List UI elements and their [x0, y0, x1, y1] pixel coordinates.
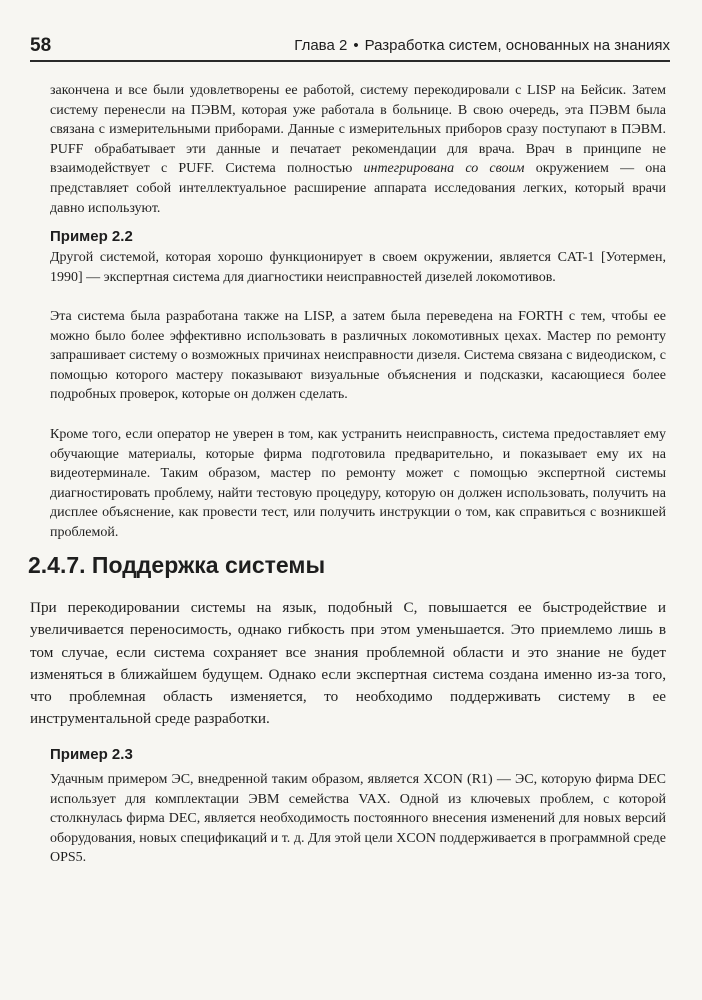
chapter-title: Разработка систем, основанных на знаниях	[364, 37, 670, 54]
italic-phrase: интегрирована со своим	[363, 161, 525, 177]
running-header	[30, 34, 670, 62]
bullet-separator: •	[353, 37, 359, 54]
paragraph-system-support: При перекодировании системы на язык, подобный С, повышается ее быстродействие и увеличивается переносимость, однако гибкость при этом уменьшается. Это приемлемо лишь в том случае, если система сохраняет все знания проблемной области и это знание не будет изменяться в ближайшем будущем. Однако если экспертная система создана именно из-за того, что проблемная область изменяется, то необходимо поддерживать систему в ее инструментальной среде разработки.	[30, 599, 666, 728]
paragraph-xcon-example: Удачным примером ЭС, внедренной таким образом, является XCON (R1) — ЭС, которую фирма DEC использует для комплектации ЭВМ семейства VAX. Одной из ключевых проблем, с которой столкнулась фирма DEC, является необходимость постоянного внесения изменений для новых версий оборудования, новых спецификаций и т. д. Для этой цели XCON поддерживается в программной среде OPS5.	[50, 772, 666, 866]
example-2-3-heading: Пример 2.3	[50, 746, 133, 763]
paragraph-cat1-development: Эта система была разработана также на LISP, а затем была переведена на FORTH с тем, чтобы ее можно было более эффективно использовать в различных локомотивных цехах. Мастер по ремонту запрашивает систему о возможных причинах неисправности дизеля. Система связана с видеодиском, с помощью которого мастеру показывают визуальные объяснения и подсказки, касающиеся более подробных проверок, которые он должен сделать.	[50, 309, 666, 403]
paragraph-text: окружением — она представляет собой интеллектуальное расширение аппарата исследования легких, который врачи давно используют.	[50, 161, 666, 216]
section-heading-2-4-7: 2.4.7. Поддержка системы	[28, 552, 326, 578]
chapter-running-title	[294, 36, 670, 56]
paragraph-cat1-intro: Другой системой, которая хорошо функционирует в своем окружении, является CAT-1 [Уотермен, 1990] — экспертная система для диагностики неисправностей дизелей локомотивов.	[50, 250, 666, 285]
paragraph-puff-continued	[50, 81, 666, 218]
paragraph-cat1-training: Кроме того, если оператор не уверен в том, как устранить неисправность, система предоставляет ему обучающие материалы, которые фирма подготовила предварительно, и показывает ему их на видеотерминале. Таким образом, мастер по ремонту может с помощью экспертной системы диагностировать проблему, найти тестовую процедуру, которую он должен использовать, получить на дисплее объяснение, как провести тест, или получить инструкции о том, как справиться с возникшей проблемой.	[50, 427, 666, 540]
page-number: 58	[30, 35, 52, 56]
example-2-2-heading: Пример 2.2	[50, 228, 133, 245]
paragraph-text: закончена и все были удовлетворены ее работой, систему перекодировали с LISP на Бейсик. Затем систему перенесли на ПЭВМ, которая уже работала в больнице. В свою очередь, эта ПЭВМ была связана с измерительными приборами. Данные с измерительных приборов сразу поступают в ПЭВМ. PUFF обрабатывает эти данные и печатает рекомендации для врача. Врач в принципе не взаимодействует с PUFF. Система полностью	[50, 83, 666, 177]
chapter-label: Глава 2	[294, 37, 348, 54]
